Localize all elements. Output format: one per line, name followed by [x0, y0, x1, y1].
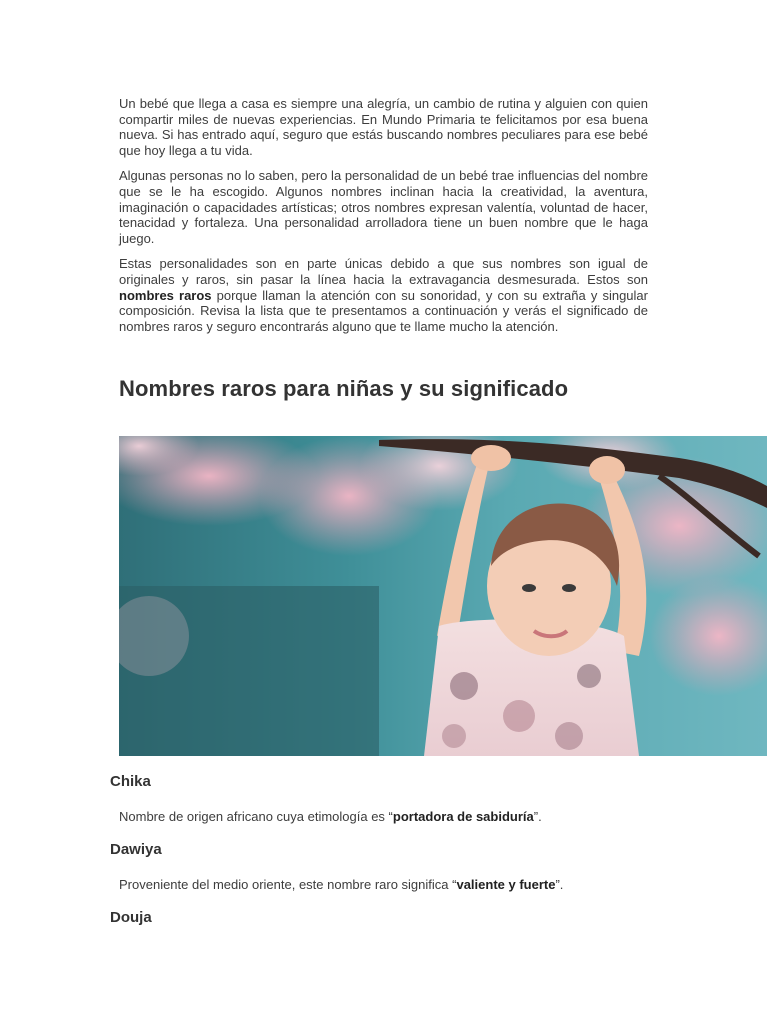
- name-description-dawiya: [119, 877, 563, 892]
- intro-paragraph-3-end: porque llaman la atención con su sonoridad, y con su extraña y singular composición. Revisa la lista que te presentamos a continuación y verás el significado de nombres raros y seguro encontrarás alguno que te llame mucho la atención.: [119, 287, 648, 334]
- intro-text: [119, 96, 648, 344]
- name-heading-dawiya: Dawiya: [110, 841, 162, 858]
- intro-paragraph-3: [119, 256, 648, 334]
- desc-dawiya-bold: valiente y fuerte: [456, 877, 556, 892]
- intro-paragraph-3-bold: nombres raros: [119, 287, 212, 303]
- girl-in-cherry-tree-photo: [119, 436, 767, 756]
- section-title: Nombres raros para niñas y su significado: [119, 376, 569, 401]
- intro-paragraph-3-start: Estas personalidades son en parte únicas debido a que sus nombres son igual de originales y raros, sin pasar la línea hacia la extravagancia desmesurada. Estos son: [119, 256, 648, 287]
- intro-paragraph-1: Un bebé que llega a casa es siempre una alegría, un cambio de rutina y alguien con quien compartir miles de nuevas experiencias. En Mundo Primaria te felicitamos por esa buena nueva. Si has entrado aquí, seguro que estás buscando nombres peculiares para ese bebé que hoy llega a tu vida.: [119, 96, 648, 158]
- desc-dawiya-end: ”.: [555, 877, 564, 892]
- desc-dawiya-start: Proveniente del medio oriente, este nombre raro significa “: [119, 877, 457, 892]
- desc-chika-end: ”.: [533, 809, 542, 824]
- name-heading-douja: Douja: [110, 909, 152, 926]
- intro-paragraph-2: Algunas personas no lo saben, pero la personalidad de un bebé trae influencias del nombre que se le ha escogido. Algunos nombres inclinan hacia la creatividad, la aventura, imaginación o capacidades artísticas; otros nombres expresan valentía, voluntad de hacer, tenacidad y fortaleza. Una personalidad arrolladora tiene un buen nombre que le haga juego.: [119, 168, 648, 246]
- desc-chika-start: Nombre de origen africano cuya etimología es “: [119, 809, 393, 824]
- desc-chika-bold: portadora de sabiduría: [392, 809, 534, 824]
- name-description-chika: [119, 809, 542, 824]
- name-heading-chika: Chika: [110, 773, 151, 790]
